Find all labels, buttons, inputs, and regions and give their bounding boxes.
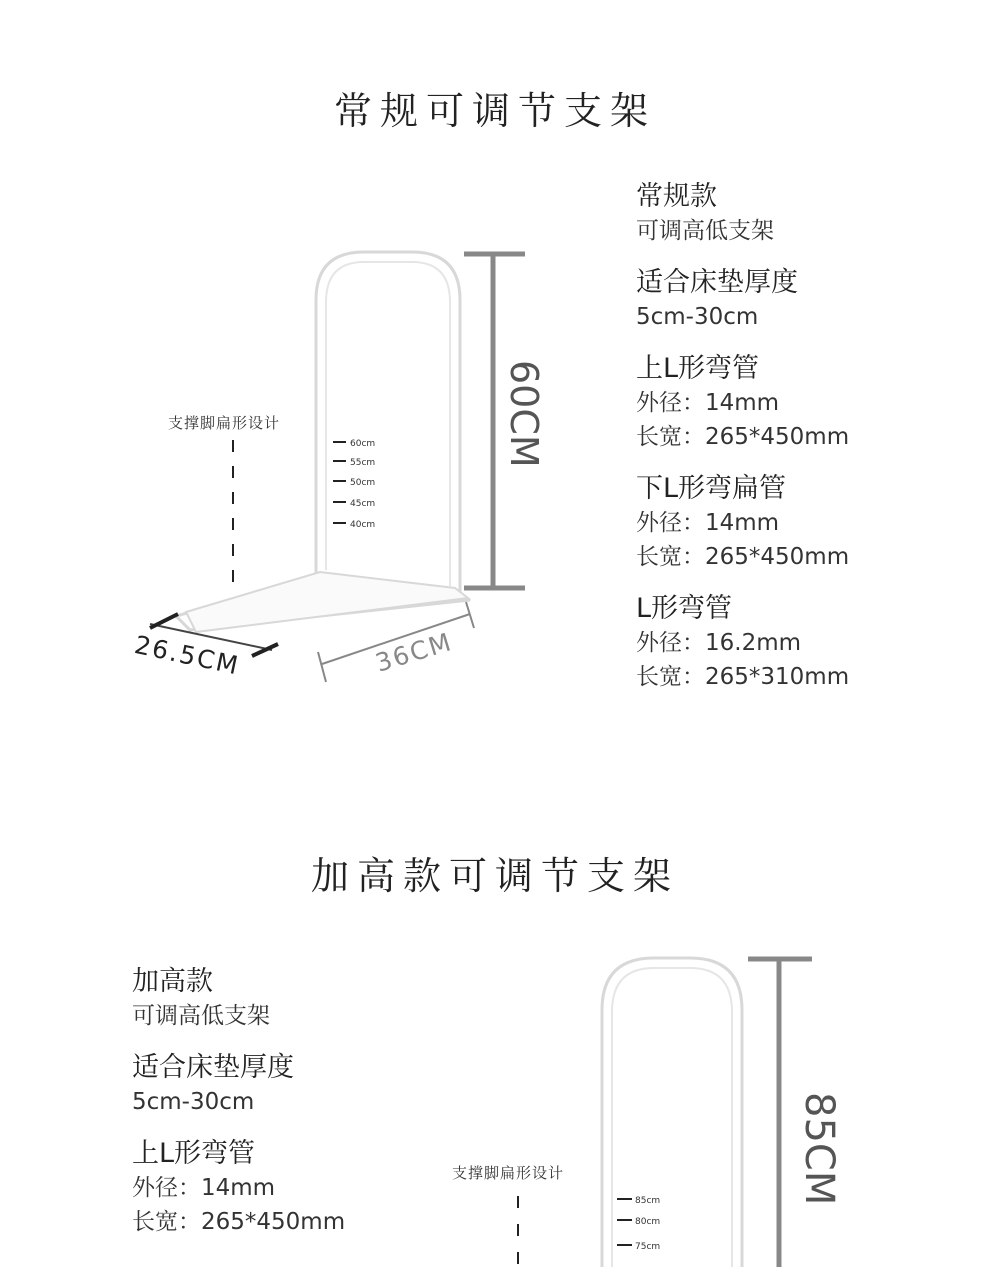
lower-tube-size: 长宽：265*450mm: [636, 544, 850, 570]
upper-tube-od: 外径：14mm: [132, 1175, 276, 1201]
scale-mark-label: 85cm: [635, 1196, 661, 1206]
fit-label: 适合床垫厚度: [132, 1052, 294, 1083]
l-tube-label: L形弯管: [636, 593, 733, 624]
l-tube-size: 长宽：265*310mm: [636, 664, 850, 690]
fit-value: 5cm-30cm: [132, 1089, 255, 1115]
scale-mark-label: 75cm: [635, 1242, 661, 1252]
leg-design-label: 支撑脚扁形设计: [168, 414, 281, 432]
height-dimension-label: 60CM: [502, 360, 546, 468]
scale-mark-label: 50cm: [350, 478, 376, 488]
upper-tube-size: 长宽：265*450mm: [132, 1209, 346, 1235]
upper-tube-label: 上L形弯管: [636, 353, 760, 384]
fit-label: 适合床垫厚度: [636, 267, 798, 298]
model-name: 常规款: [636, 181, 717, 212]
scale-mark-label: 60cm: [350, 439, 376, 449]
tall-leg-design-label: 支撑脚扁形设计: [452, 1164, 565, 1182]
upper-tube-label: 上L形弯管: [132, 1138, 256, 1169]
scale-mark-label: 80cm: [635, 1217, 661, 1227]
lower-tube-od: 外径：14mm: [636, 510, 780, 536]
upper-tube-size: 长宽：265*450mm: [636, 424, 850, 450]
model-name: 加高款: [132, 966, 213, 997]
depth-dimension-label: 26.5CM: [131, 630, 243, 681]
scale-mark-label: 45cm: [350, 499, 376, 509]
section1-title: 常规可调节支架: [333, 89, 656, 133]
scale-mark-label: 55cm: [350, 458, 376, 468]
width-dimension-label: 36CM: [372, 626, 456, 678]
tall-frame-inner-outline: [612, 968, 732, 1267]
section2-title: 加高款可调节支架: [310, 854, 679, 898]
scale-mark-label: 40cm: [350, 520, 376, 530]
lower-tube-label: 下L形弯扁管: [636, 473, 787, 504]
model-desc: 可调高低支架: [132, 1003, 270, 1029]
fit-value: 5cm-30cm: [636, 304, 759, 330]
l-tube-od: 外径：16.2mm: [636, 630, 802, 656]
upper-tube-od: 外径：14mm: [636, 390, 780, 416]
model-desc: 可调高低支架: [636, 218, 774, 244]
tall-height-dimension-label: 85CM: [796, 1092, 842, 1206]
